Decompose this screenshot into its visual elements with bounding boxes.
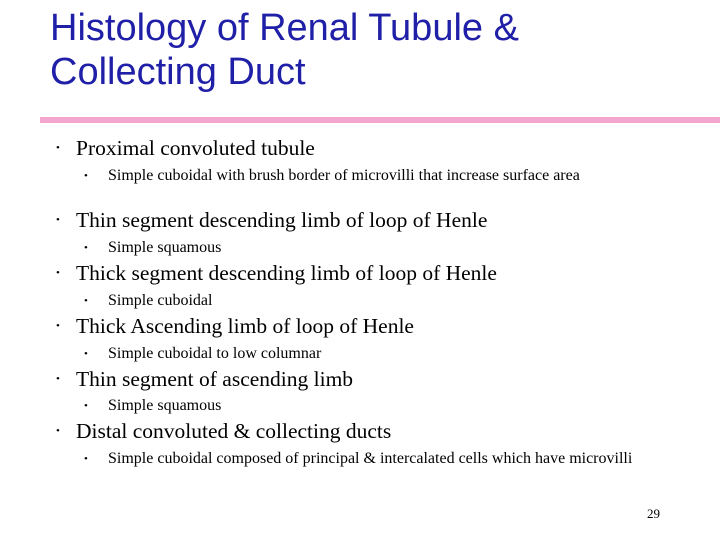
bullet-marker: • xyxy=(56,214,60,226)
sub-bullet-item-5 xyxy=(84,396,644,415)
bullet-heading: Thick Ascending limb of loop of Henle xyxy=(76,314,414,338)
bullet-marker: • xyxy=(56,425,60,437)
sub-bullet-marker: • xyxy=(84,453,88,465)
page-number: 29 xyxy=(647,506,660,521)
sub-bullet-text: Simple cuboidal xyxy=(108,292,213,309)
sub-bullet-text: Simple cuboidal to low columnar xyxy=(108,345,322,362)
bullet-heading: Thin segment of ascending limb xyxy=(76,367,354,391)
title-divider xyxy=(40,117,720,123)
bullet-marker: • xyxy=(56,267,60,279)
sub-bullet-marker: • xyxy=(84,348,88,360)
sub-bullet-text: Simple cuboidal with brush border of microvilli that increase surface area xyxy=(108,167,580,184)
sub-bullet-marker: • xyxy=(84,242,88,254)
bullet-heading: Proximal convoluted tubule xyxy=(76,136,315,160)
bullet-marker: • xyxy=(56,142,60,154)
bullet-heading: Thick segment descending limb of loop of Henle xyxy=(76,261,497,285)
sub-bullet-item-6 xyxy=(84,449,644,468)
sub-bullet-marker: • xyxy=(84,295,88,307)
sub-bullet-item-4 xyxy=(84,344,644,363)
sub-bullet-item-2 xyxy=(84,238,644,257)
bullet-heading: Distal convoluted & collecting ducts xyxy=(76,419,392,443)
sub-bullet-text: Simple squamous xyxy=(108,397,222,414)
bullet-marker: • xyxy=(56,320,60,332)
sub-bullet-text: Simple cuboidal composed of principal & intercalated cells which have microvilli xyxy=(108,450,633,467)
sub-bullet-item-3 xyxy=(84,291,644,310)
bullet-marker: • xyxy=(56,373,60,385)
sub-bullet-item-1 xyxy=(84,166,644,185)
sub-bullet-marker: • xyxy=(84,400,88,412)
bullet-heading: Thin segment descending limb of loop of Henle xyxy=(76,208,488,232)
sub-bullet-marker: • xyxy=(84,170,88,182)
slide-title: Histology of Renal Tubule & Collecting Duct xyxy=(50,7,519,93)
sub-bullet-text: Simple squamous xyxy=(108,239,222,256)
